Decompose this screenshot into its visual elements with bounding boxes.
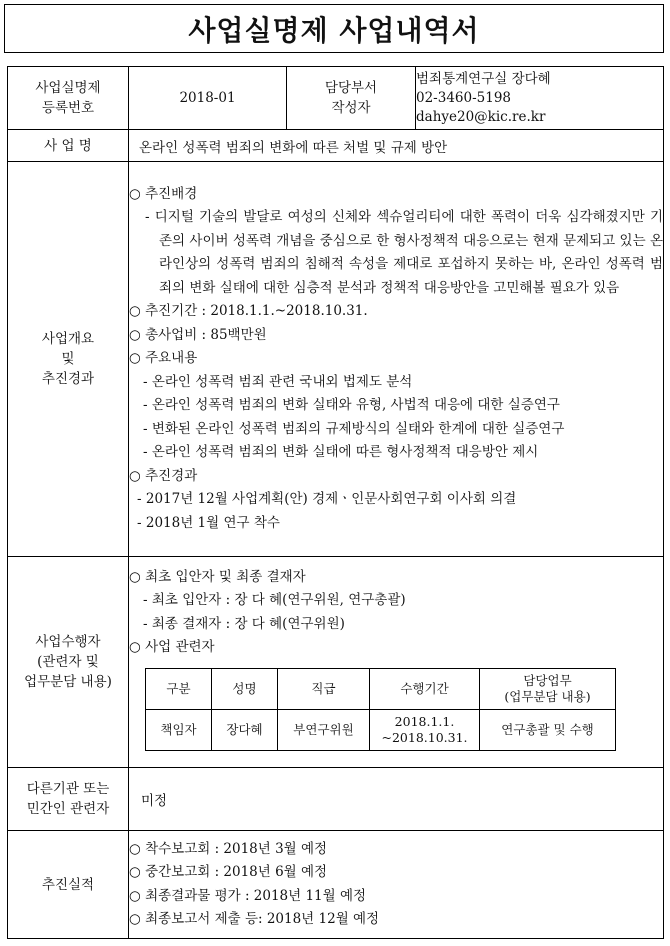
others-label: 다른기관 또는 민간인 관련자 <box>8 768 129 831</box>
reg-number-value: 2018-01 <box>129 67 287 130</box>
project-table <box>7 66 664 939</box>
department-email: dahye20@kic.re.kr <box>416 108 546 125</box>
related-persons-table <box>145 668 616 751</box>
project-name-label: 사 업 명 <box>8 130 129 162</box>
table-cell: 장다혜 <box>212 709 278 750</box>
progress-item: - 2017년 12월 사업계획(안) 경제ㆍ인문사회연구회 이사회 의결 <box>137 491 517 508</box>
budget-text: ○ 총사업비 : 85백만원 <box>129 326 267 343</box>
result-item: ○ 착수보고회 : 2018년 3월 예정 <box>129 840 328 857</box>
background-title: ○ 추진배경 <box>129 185 198 202</box>
approver-text: - 최종 결재자 : 장 다 혜(연구위원) <box>143 615 345 632</box>
others-value: 미정 <box>129 768 664 831</box>
overview-label: 사업개요 및 추진경과 <box>8 162 129 557</box>
content-item: - 변화된 온라인 성폭력 범죄의 규제방식의 실태와 한계에 대한 실증연구 <box>143 420 565 437</box>
table-header: 수행기간 <box>370 668 480 709</box>
department-info <box>416 67 664 130</box>
content-item: - 온라인 성폭력 범죄의 변화 실태에 따른 형사정책적 대응방안 제시 <box>143 444 539 461</box>
performers-content <box>129 557 664 768</box>
table-cell: 2018.1.1. ~2018.10.31. <box>370 709 480 750</box>
content-title: ○ 주요내용 <box>129 350 198 367</box>
department-name: 범죄통계연구실 장다혜 <box>416 70 551 87</box>
content-item: - 온라인 성폭력 범죄 관련 국내외 법제도 분석 <box>143 373 413 390</box>
progress-item: - 2018년 1월 연구 착수 <box>137 514 280 531</box>
content-item: - 온라인 성폭력 범죄의 변화 실태와 유형, 사법적 대응에 대한 실증연구 <box>143 397 560 414</box>
overview-content <box>129 162 664 557</box>
results-label: 추진실적 <box>8 831 129 939</box>
table-cell: 부연구위원 <box>278 709 370 750</box>
results-content <box>129 831 664 939</box>
result-item: ○ 최종보고서 제출 등: 2018년 12월 예정 <box>129 911 380 927</box>
department-label: 담당부서 작성자 <box>287 67 416 130</box>
table-header: 성명 <box>212 668 278 709</box>
progress-title: ○ 추진경과 <box>129 467 198 484</box>
table-header: 구분 <box>146 668 212 709</box>
table-header: 담당업무 (업무분담 내용) <box>480 668 616 709</box>
performers-label: 사업수행자 (관련자 및 업무분담 내용) <box>8 557 129 768</box>
drafter-text: - 최초 입안자 : 장 다 혜(연구위원, 연구총괄) <box>143 592 406 608</box>
project-name-value: 온라인 성폭력 범죄의 변화에 따른 처벌 및 규제 방안 <box>129 130 664 162</box>
reg-number-label: 사업실명제 등록번호 <box>8 67 129 130</box>
table-cell: 책임자 <box>146 709 212 750</box>
table-cell: 연구총괄 및 수행 <box>480 709 616 750</box>
background-text: - 디지털 기술의 발달로 여성의 신체와 섹슈얼리티에 대한 폭력이 더욱 심각해졌지만 기존의 사이버 성폭력 개념을 중심으로 한 형사정책적 대응으로는 현재 문제되고 있는 온라인상의 성폭력 범죄의 침해적 속성을 제대로 포섭하지 못하는 바, 온라인 성폭력 범죄의 변화 실태에 대한 심층적 분석과 정책적 대응방안을 고민해볼 필요가 있음 <box>145 209 663 296</box>
performers-title: ○ 최초 입안자 및 최종 결재자 <box>129 568 306 585</box>
document-title: 사업실명제 사업내역서 <box>4 4 664 53</box>
related-title: ○ 사업 관련자 <box>129 639 215 655</box>
department-phone: 02-3460-5198 <box>416 89 512 106</box>
period-text: ○ 추진기간 : 2018.1.1.~2018.10.31. <box>129 303 368 320</box>
result-item: ○ 최종결과물 평가 : 2018년 11월 예정 <box>129 887 367 904</box>
result-item: ○ 중간보고회 : 2018년 6월 예정 <box>129 864 328 880</box>
table-header: 직급 <box>278 668 370 709</box>
